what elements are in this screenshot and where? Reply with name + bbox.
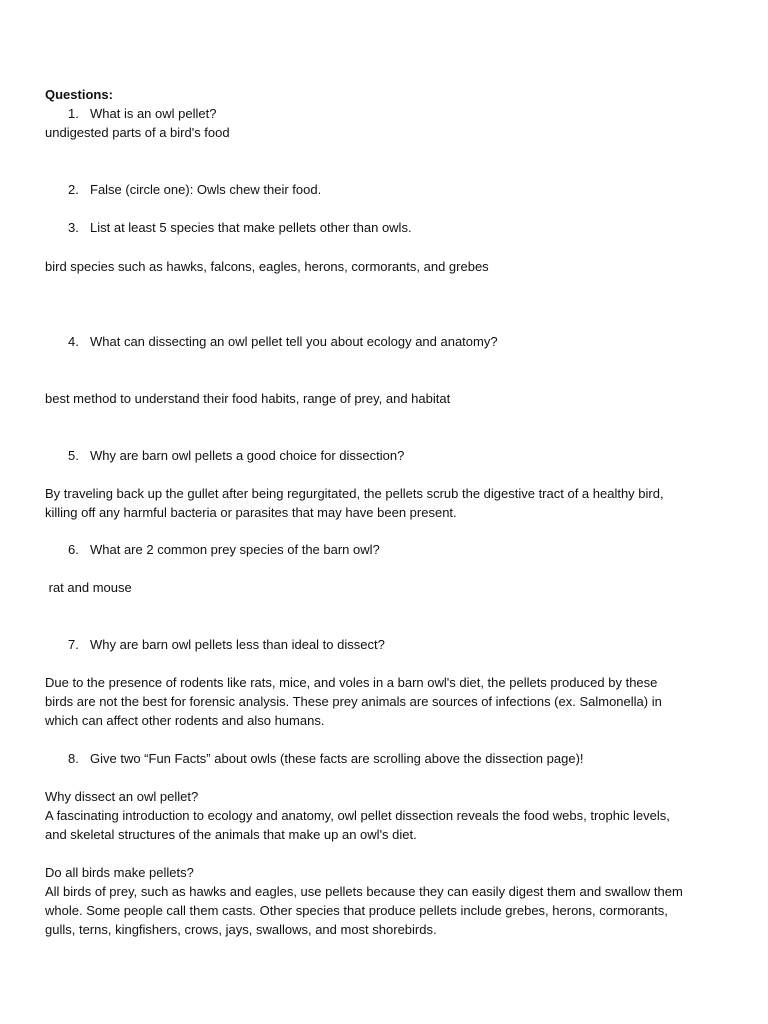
- fact-line: and skeletal structures of the animals that make up an owl's diet.: [45, 827, 417, 842]
- question-3: [68, 218, 412, 237]
- answer-line: birds are not the best for forensic analysis. These prey animals are sources of infections (ex. Salmonella) in: [45, 694, 662, 709]
- question-number: 6.: [68, 542, 79, 557]
- answer-5: [45, 484, 725, 522]
- question-5: [68, 446, 404, 465]
- questions-heading: Questions:: [45, 87, 113, 102]
- fact-line: All birds of prey, such as hawks and eagles, use pellets because they can easily digest them and swallow them: [45, 884, 683, 899]
- question-text: What can dissecting an owl pellet tell you about ecology and anatomy?: [90, 334, 498, 349]
- question-text: False (circle one): Owls chew their food.: [90, 182, 322, 197]
- question-6: [68, 540, 380, 559]
- fact-line: A fascinating introduction to ecology and anatomy, owl pellet dissection reveals the food webs, trophic levels,: [45, 808, 670, 823]
- answer-3: bird species such as hawks, falcons, eagles, herons, cormorants, and grebes: [45, 259, 489, 274]
- fact-line: whole. Some people call them casts. Other species that produce pellets include grebes, herons, cormorants,: [45, 903, 668, 918]
- question-number: 4.: [68, 334, 79, 349]
- question-text: Why are barn owl pellets a good choice for dissection?: [90, 448, 405, 463]
- question-7: [68, 635, 385, 654]
- question-text: What is an owl pellet?: [90, 106, 217, 121]
- answer-4: best method to understand their food habits, range of prey, and habitat: [45, 391, 451, 406]
- question-2: [68, 180, 321, 199]
- question-number: 8.: [68, 751, 79, 766]
- question-number: 7.: [68, 637, 79, 652]
- fact-line: gulls, terns, kingfishers, crows, jays, swallows, and most shorebirds.: [45, 922, 437, 937]
- answer-line: killing off any harmful bacteria or parasites that may have been present.: [45, 505, 457, 520]
- fun-fact-2: [45, 863, 725, 939]
- answer-1: undigested parts of a bird's food: [45, 125, 230, 140]
- question-1: [68, 104, 216, 123]
- question-text: Why are barn owl pellets less than ideal to dissect?: [90, 637, 385, 652]
- question-number: 3.: [68, 220, 79, 235]
- question-number: 2.: [68, 182, 79, 197]
- question-number: 5.: [68, 448, 79, 463]
- question-number: 1.: [68, 106, 79, 121]
- question-text: What are 2 common prey species of the barn owl?: [90, 542, 380, 557]
- fact-question: Do all birds make pellets?: [45, 865, 194, 880]
- question-4: [68, 332, 498, 351]
- answer-line: which can affect other rodents and also humans.: [45, 713, 325, 728]
- answer-line: By traveling back up the gullet after being regurgitated, the pellets scrub the digestive tract of a healthy bird,: [45, 486, 664, 501]
- question-8: [68, 749, 584, 768]
- answer-line: Due to the presence of rodents like rats, mice, and voles in a barn owl's diet, the pellets produced by these: [45, 675, 658, 690]
- fact-question: Why dissect an owl pellet?: [45, 789, 199, 804]
- answer-7: [45, 673, 725, 730]
- question-text: Give two “Fun Facts” about owls (these facts are scrolling above the dissection page)!: [90, 751, 584, 766]
- fun-fact-1: [45, 787, 725, 844]
- question-text: List at least 5 species that make pellets other than owls.: [90, 220, 412, 235]
- answer-6: rat and mouse: [45, 580, 132, 595]
